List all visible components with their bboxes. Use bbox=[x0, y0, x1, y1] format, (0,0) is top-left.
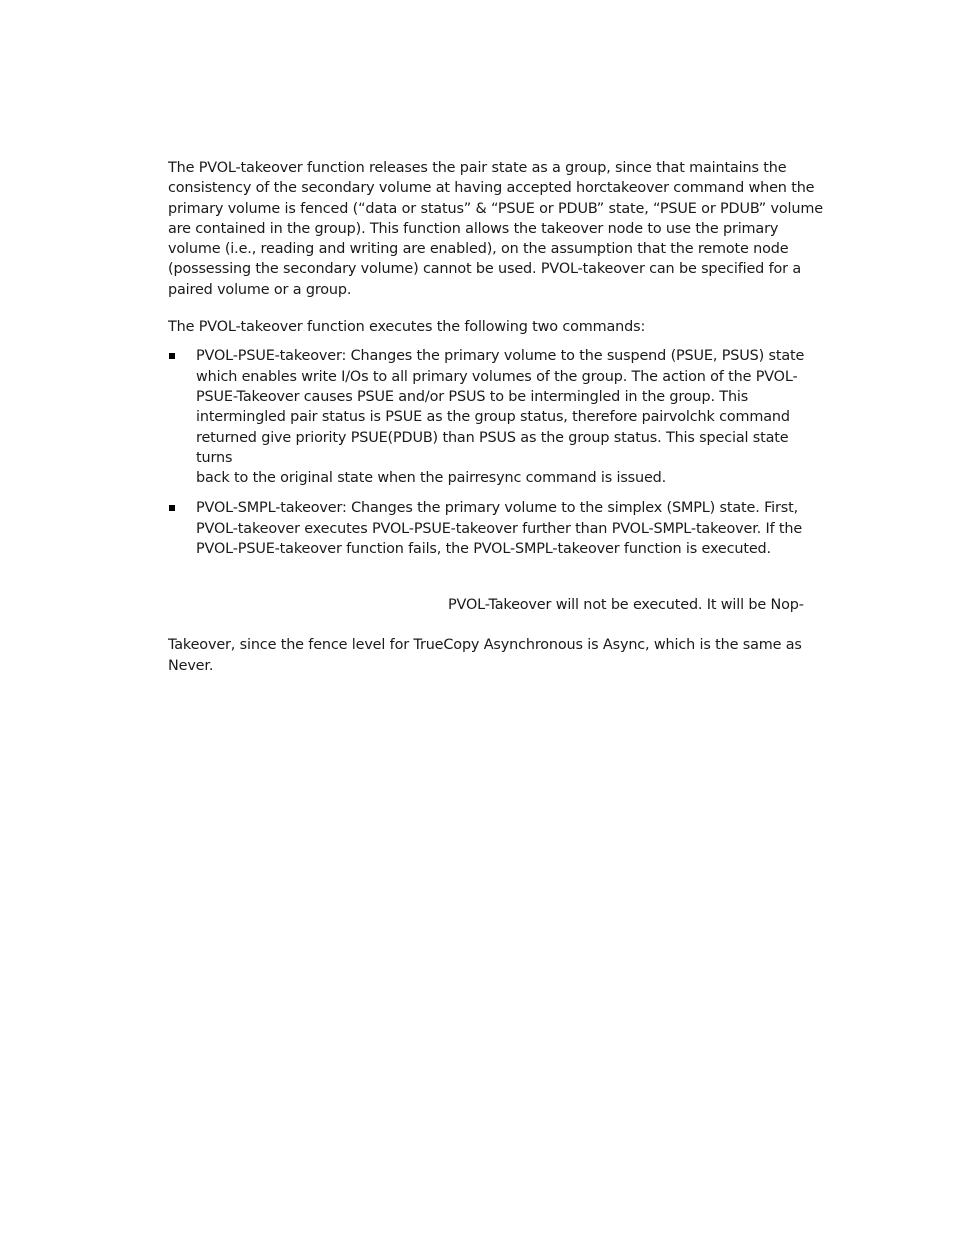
square-bullet-icon bbox=[169, 505, 175, 511]
note-paragraph bbox=[168, 574, 828, 675]
square-bullet-icon bbox=[169, 353, 175, 359]
command-list bbox=[168, 346, 828, 559]
spacer bbox=[168, 488, 828, 498]
document-page bbox=[168, 158, 828, 676]
intro-paragraph: The PVOL-takeover function releases the pair state as a group, since that maintains the consistency of the secondary volume at having accepted horctakeover command when the primary volume is fenced (“data or status” & “PSUE or PDUB” state, “PSUE or PDUB” volume are contained in the group). This function allows the takeover node to use the primary volume (i.e., reading and writing are enabled), on the assumption that the remote node (possessing the secondary volume) cannot be used. PVOL-takeover can be specified for a paired volume or a group. bbox=[168, 160, 823, 298]
note-line-first: PVOL-Takeover will not be executed. It will be Nop- bbox=[448, 596, 804, 613]
spacer bbox=[168, 559, 828, 574]
commands-intro: The PVOL-takeover function executes the following two commands: bbox=[168, 319, 646, 336]
spacer bbox=[168, 300, 828, 317]
list-item bbox=[168, 346, 828, 488]
spacer bbox=[168, 337, 828, 346]
note-line-rest: Takeover, since the fence level for TrueCopy Asynchronous is Async, which is the same as Never. bbox=[168, 637, 802, 674]
list-item bbox=[168, 498, 828, 559]
list-item-text: PVOL-PSUE-takeover: Changes the primary volume to the suspend (PSUE, PSUS) state which enables write I/Os to all primary volumes of the group. The action of the PVOL- PSUE-Takeover causes PSUE and/or PSUS to be intermingled in the group. This intermingled pair status is PSUE as the group status, therefore pairvolchk command returned give priority PSUE(PDUB) than PSUS as the group status. This special state turns back to the original state when the pairresync command is issued. bbox=[196, 348, 805, 487]
list-item-text: PVOL-SMPL-takeover: Changes the primary volume to the simplex (SMPL) state. First, PVOL-takeover executes PVOL-PSUE-takeover further than PVOL-SMPL-takeover. If the PVOL-PSUE-takeover function fails, the PVOL-SMPL-takeover function is executed. bbox=[196, 500, 803, 558]
